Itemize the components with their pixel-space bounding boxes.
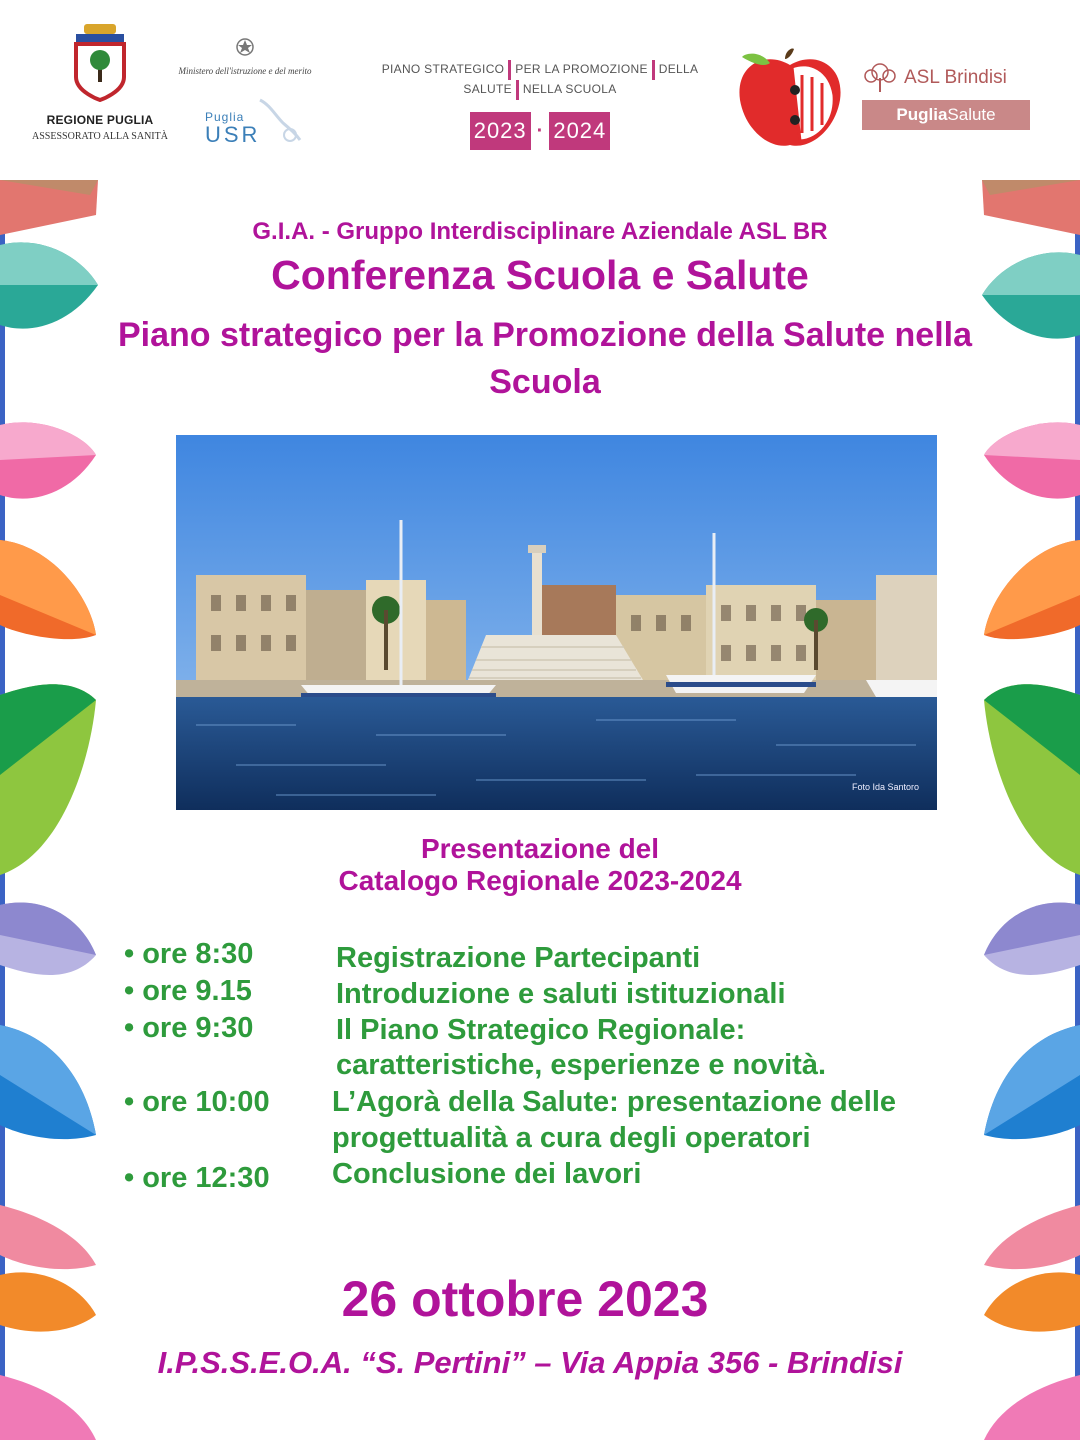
piano-part-2: PER LA PROMOZIONE [515,62,648,77]
year-end: 2024 [549,112,610,150]
plan-title: Piano strategico per la Promozione della Salute nella Scuola [117,316,973,401]
usr-text: USR [205,122,261,147]
agenda-time-2: • ore 9.15 [124,975,252,1007]
piano-part-3: DELLA SALUTE [463,62,699,97]
photo-credit: Foto Ida Santoro [851,782,919,792]
piano-years [470,112,611,150]
agenda-desc-2: Introduzione e saluti istituzionali [336,978,786,1010]
apple-book-logo-icon [730,45,850,155]
left-leaf-border [0,175,100,1440]
tree-icon [862,62,898,94]
regione-puglia-logo [20,22,180,142]
puglia-salute-rest: Salute [947,105,996,124]
agenda-desc-1: Registrazione Partecipanti [336,942,701,974]
italy-map-icon [255,95,305,145]
usr-top-text: Puglia [205,110,245,124]
agenda-time-3: • ore 9:30 [124,1012,254,1044]
puglia-salute-bar [862,100,1030,130]
italy-emblem-icon [235,35,255,59]
usr-puglia-logo [205,110,315,146]
separator [508,60,511,80]
ministero-logo [175,35,315,76]
presentation-line-1: Presentazione del [420,833,660,864]
separator [652,60,655,80]
agenda-time-1: • ore 8:30 [124,938,254,970]
agenda-desc-4a: L’Agorà della Salute: presentazione delle [332,1086,897,1118]
asl-top [862,62,1042,94]
regione-puglia-crest-icon [70,22,130,102]
harbour-illustration [176,435,937,810]
agenda-desc-3b: caratteristiche, esperienze e novità. [336,1049,826,1081]
asl-brindisi-logo [862,62,1042,130]
conference-title: Conferenza Scuola e Salute [271,252,809,298]
separator [516,80,519,100]
regione-title: REGIONE PUGLIA [46,113,154,127]
piano-part-4: NELLA SCUOLA [522,82,617,97]
group-title: G.I.A. - Gruppo Interdisciplinare Aziendale ASL BR [252,218,828,245]
piano-part-1: PIANO STRATEGICO [381,62,505,77]
piano-logo-text [360,60,720,100]
regione-subtitle: ASSESSORATO ALLA SANITÀ [32,131,168,142]
agenda-desc-5: Conclusione dei lavori [332,1158,642,1190]
logo-header [0,0,1080,175]
brindisi-harbour-photo [176,435,937,810]
year-dot: · [536,119,544,142]
catalog-presentation [250,833,830,897]
asl-name: ASL Brindisi [904,67,1007,88]
year-start: 2023 [470,112,531,150]
agenda-desc-3a: Il Piano Strategico Regionale: [336,1014,746,1046]
piano-strategico-logo [360,60,720,150]
agenda-time-4: • ore 10:00 [124,1086,270,1118]
event-venue: I.P.S.S.E.O.A. “S. Pertini” – Via Appia 356 - Brindisi [157,1345,903,1380]
event-date: 26 ottobre 2023 [341,1271,709,1327]
agenda-time-5: • ore 12:30 [124,1162,270,1194]
puglia-salute-bold: Puglia [896,105,948,124]
agenda-desc-4b: progettualità a cura degli operatori [332,1122,811,1154]
ministero-text: Ministero dell'istruzione e del merito [178,66,312,76]
right-leaf-border [980,175,1080,1440]
presentation-line-2: Catalogo Regionale 2023-2024 [338,865,742,896]
